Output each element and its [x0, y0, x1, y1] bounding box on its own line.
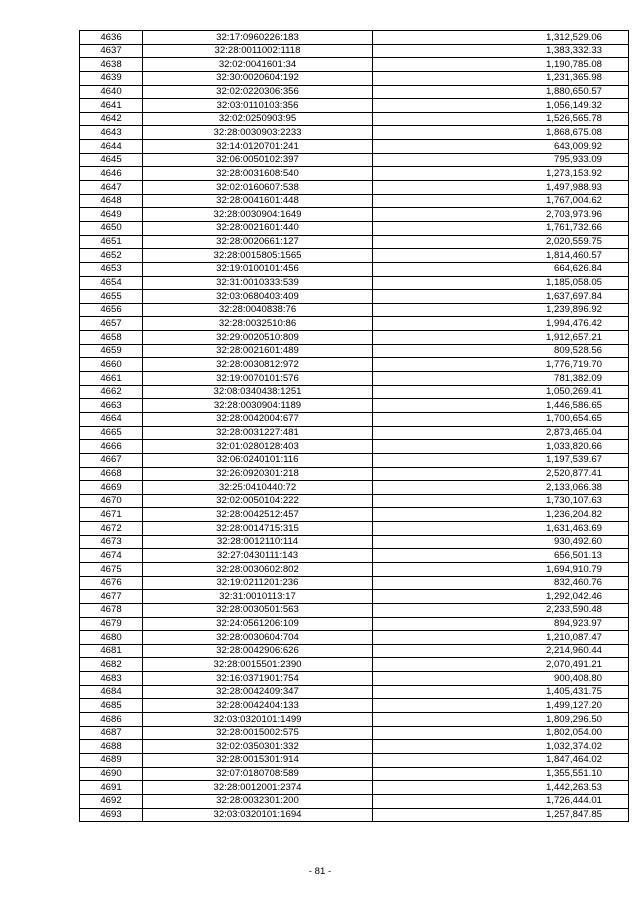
- amount-cell: 2,020,559.75: [373, 235, 629, 249]
- row-number-cell: 4656: [80, 303, 143, 317]
- row-number-cell: 4690: [80, 767, 143, 781]
- cadastral-number-cell: 32:01:0280128:403: [143, 440, 373, 454]
- row-number-cell: 4683: [80, 672, 143, 686]
- amount-cell: 1,236,204.82: [373, 508, 629, 522]
- cadastral-number-cell: 32:03:0320101:1694: [143, 808, 373, 822]
- cadastral-number-cell: 32:24:0561206:109: [143, 617, 373, 631]
- amount-cell: 1,726,444.01: [373, 794, 629, 808]
- row-number-cell: 4692: [80, 794, 143, 808]
- cadastral-number-cell: 32:28:0015301:914: [143, 753, 373, 767]
- cadastral-number-cell: 32:06:0050102:397: [143, 153, 373, 167]
- cadastral-number-cell: 32:14:0120701:241: [143, 140, 373, 154]
- row-number-cell: 4691: [80, 781, 143, 795]
- table-row: [80, 808, 629, 822]
- cadastral-number-cell: 32:06:0240101:116: [143, 453, 373, 467]
- cadastral-number-cell: 32:02:0350301:332: [143, 740, 373, 754]
- row-number-cell: 4686: [80, 713, 143, 727]
- amount-cell: 1,994,476.42: [373, 317, 629, 331]
- row-number-cell: 4685: [80, 699, 143, 713]
- row-number-cell: 4689: [80, 753, 143, 767]
- table-row: [80, 317, 629, 331]
- cadastral-number-cell: 32:26:0920301:218: [143, 467, 373, 481]
- row-number-cell: 4679: [80, 617, 143, 631]
- table-row: [80, 276, 629, 290]
- row-number-cell: 4676: [80, 576, 143, 590]
- amount-cell: 1,526,565.78: [373, 112, 629, 126]
- table-row: [80, 535, 629, 549]
- table-row: [80, 31, 629, 45]
- cadastral-number-cell: 32:28:0015002:575: [143, 726, 373, 740]
- amount-cell: 1,847,464.02: [373, 753, 629, 767]
- amount-cell: 656,501.13: [373, 549, 629, 563]
- table-row: [80, 522, 629, 536]
- cadastral-number-cell: 32:28:0030904:1649: [143, 208, 373, 222]
- amount-cell: 1,767,004.62: [373, 194, 629, 208]
- amount-cell: 1,056,149.32: [373, 99, 629, 113]
- row-number-cell: 4655: [80, 290, 143, 304]
- table-row: [80, 99, 629, 113]
- table-row: [80, 753, 629, 767]
- cadastral-number-cell: 32:28:0031227:481: [143, 426, 373, 440]
- amount-cell: 1,197,539.67: [373, 453, 629, 467]
- amount-cell: 2,703,973.96: [373, 208, 629, 222]
- amount-cell: 1,257,847.85: [373, 808, 629, 822]
- row-number-cell: 4662: [80, 385, 143, 399]
- cadastral-number-cell: 32:28:0012001:2374: [143, 781, 373, 795]
- amount-cell: 894,923.97: [373, 617, 629, 631]
- amount-cell: 2,520,877.41: [373, 467, 629, 481]
- cadastral-number-cell: 32:25:0410440:72: [143, 481, 373, 495]
- row-number-cell: 4640: [80, 85, 143, 99]
- row-number-cell: 4665: [80, 426, 143, 440]
- cadastral-number-cell: 32:19:0211201:236: [143, 576, 373, 590]
- table-row: [80, 181, 629, 195]
- amount-cell: 2,873,465.04: [373, 426, 629, 440]
- table-row: [80, 303, 629, 317]
- amount-cell: 1,292,042.46: [373, 590, 629, 604]
- cadastral-number-cell: 32:28:0031608:540: [143, 167, 373, 181]
- row-number-cell: 4671: [80, 508, 143, 522]
- cadastral-number-cell: 32:02:0041601:34: [143, 58, 373, 72]
- row-number-cell: 4661: [80, 372, 143, 386]
- row-number-cell: 4677: [80, 590, 143, 604]
- table-row: [80, 440, 629, 454]
- cadastral-number-cell: 32:30:0020604:192: [143, 71, 373, 85]
- amount-cell: 1,814,460.57: [373, 249, 629, 263]
- amount-cell: 1,499,127.20: [373, 699, 629, 713]
- row-number-cell: 4678: [80, 603, 143, 617]
- cadastral-number-cell: 32:27:0430111:143: [143, 549, 373, 563]
- row-number-cell: 4673: [80, 535, 143, 549]
- amount-cell: 2,070,491.21: [373, 658, 629, 672]
- cadastral-number-cell: 32:28:0040838:76: [143, 303, 373, 317]
- table-row: [80, 576, 629, 590]
- amount-cell: 1,776,719.70: [373, 358, 629, 372]
- table-row: [80, 58, 629, 72]
- table-row: [80, 562, 629, 576]
- table-row: [80, 658, 629, 672]
- amount-cell: 1,631,463.69: [373, 522, 629, 536]
- amount-cell: 832,460.76: [373, 576, 629, 590]
- cadastral-number-cell: 32:28:0030501:563: [143, 603, 373, 617]
- cadastral-number-cell: 32:02:0220306:356: [143, 85, 373, 99]
- cadastral-number-cell: 32:19:0070101:576: [143, 372, 373, 386]
- row-number-cell: 4667: [80, 453, 143, 467]
- row-number-cell: 4654: [80, 276, 143, 290]
- row-number-cell: 4637: [80, 44, 143, 58]
- table-row: [80, 453, 629, 467]
- row-number-cell: 4680: [80, 631, 143, 645]
- table-row: [80, 112, 629, 126]
- table-row: [80, 631, 629, 645]
- table-row: [80, 713, 629, 727]
- amount-cell: 1,033,820.66: [373, 440, 629, 454]
- table-row: [80, 221, 629, 235]
- row-number-cell: 4674: [80, 549, 143, 563]
- cadastral-number-cell: 32:28:0012110:114: [143, 535, 373, 549]
- table-row: [80, 412, 629, 426]
- cadastral-number-cell: 32:28:0042906:626: [143, 644, 373, 658]
- amount-cell: 1,273,153.92: [373, 167, 629, 181]
- cadastral-number-cell: 32:28:0011002:1118: [143, 44, 373, 58]
- cadastral-number-cell: 32:02:0050104:222: [143, 494, 373, 508]
- amount-cell: 1,442,263.53: [373, 781, 629, 795]
- table-row: [80, 126, 629, 140]
- table-row: [80, 699, 629, 713]
- cadastral-number-cell: 32:28:0015805:1565: [143, 249, 373, 263]
- amount-cell: 1,761,732.66: [373, 221, 629, 235]
- amount-cell: 900,408.80: [373, 672, 629, 686]
- cadastral-number-cell: 32:03:0320101:1499: [143, 713, 373, 727]
- table-row: [80, 385, 629, 399]
- cadastral-number-cell: 32:28:0030604:704: [143, 631, 373, 645]
- cadastral-number-cell: 32:02:0160607:538: [143, 181, 373, 195]
- cadastral-number-cell: 32:28:0021601:489: [143, 344, 373, 358]
- row-number-cell: 4649: [80, 208, 143, 222]
- cadastral-number-cell: 32:28:0042004:677: [143, 412, 373, 426]
- cadastral-number-cell: 32:28:0032301:200: [143, 794, 373, 808]
- amount-cell: 1,185,058.05: [373, 276, 629, 290]
- table-row: [80, 740, 629, 754]
- cadastral-number-cell: 32:19:0100101:456: [143, 262, 373, 276]
- row-number-cell: 4642: [80, 112, 143, 126]
- registry-table: [79, 30, 629, 822]
- table-row: [80, 290, 629, 304]
- row-number-cell: 4688: [80, 740, 143, 754]
- cadastral-number-cell: 32:28:0020661:127: [143, 235, 373, 249]
- amount-cell: 1,239,896.92: [373, 303, 629, 317]
- row-number-cell: 4687: [80, 726, 143, 740]
- table-row: [80, 399, 629, 413]
- registry-table-body: [80, 31, 629, 822]
- row-number-cell: 4652: [80, 249, 143, 263]
- row-number-cell: 4644: [80, 140, 143, 154]
- row-number-cell: 4669: [80, 481, 143, 495]
- amount-cell: 1,880,650.57: [373, 85, 629, 99]
- cadastral-number-cell: 32:28:0041601:448: [143, 194, 373, 208]
- cadastral-number-cell: 32:28:0021601:440: [143, 221, 373, 235]
- cadastral-number-cell: 32:28:0030903:2233: [143, 126, 373, 140]
- amount-cell: 2,233,590.48: [373, 603, 629, 617]
- amount-cell: 1,312,529.06: [373, 31, 629, 45]
- amount-cell: 643,009.92: [373, 140, 629, 154]
- table-row: [80, 235, 629, 249]
- table-row: [80, 153, 629, 167]
- row-number-cell: 4664: [80, 412, 143, 426]
- row-number-cell: 4638: [80, 58, 143, 72]
- table-row: [80, 794, 629, 808]
- amount-cell: 2,133,066.38: [373, 481, 629, 495]
- cadastral-number-cell: 32:28:0042512:457: [143, 508, 373, 522]
- cadastral-number-cell: 32:03:0680403:409: [143, 290, 373, 304]
- row-number-cell: 4675: [80, 562, 143, 576]
- amount-cell: 664,626.84: [373, 262, 629, 276]
- amount-cell: 1,730,107.63: [373, 494, 629, 508]
- table-row: [80, 194, 629, 208]
- row-number-cell: 4641: [80, 99, 143, 113]
- cadastral-number-cell: 32:07:0180708:589: [143, 767, 373, 781]
- row-number-cell: 4666: [80, 440, 143, 454]
- amount-cell: 1,383,332.33: [373, 44, 629, 58]
- cadastral-number-cell: 32:28:0032510:86: [143, 317, 373, 331]
- table-row: [80, 726, 629, 740]
- amount-cell: 1,231,365.98: [373, 71, 629, 85]
- row-number-cell: 4646: [80, 167, 143, 181]
- row-number-cell: 4645: [80, 153, 143, 167]
- table-row: [80, 603, 629, 617]
- row-number-cell: 4657: [80, 317, 143, 331]
- table-row: [80, 590, 629, 604]
- cadastral-number-cell: 32:03:0110103:356: [143, 99, 373, 113]
- amount-cell: 1,446,586.65: [373, 399, 629, 413]
- cadastral-number-cell: 32:28:0042409:347: [143, 685, 373, 699]
- amount-cell: 1,637,697.84: [373, 290, 629, 304]
- table-row: [80, 508, 629, 522]
- page-number: - 81 -: [308, 866, 332, 877]
- amount-cell: 1,809,296.50: [373, 713, 629, 727]
- row-number-cell: 4682: [80, 658, 143, 672]
- table-row: [80, 481, 629, 495]
- cadastral-number-cell: 32:17:0960226:183: [143, 31, 373, 45]
- row-number-cell: 4643: [80, 126, 143, 140]
- cadastral-number-cell: 32:28:0042404:133: [143, 699, 373, 713]
- table-row: [80, 140, 629, 154]
- amount-cell: 1,497,988.93: [373, 181, 629, 195]
- row-number-cell: 4672: [80, 522, 143, 536]
- cadastral-number-cell: 32:28:0015501:2390: [143, 658, 373, 672]
- row-number-cell: 4663: [80, 399, 143, 413]
- amount-cell: 795,933.09: [373, 153, 629, 167]
- cadastral-number-cell: 32:08:0340438:1251: [143, 385, 373, 399]
- row-number-cell: 4650: [80, 221, 143, 235]
- table-row: [80, 494, 629, 508]
- table-row: [80, 372, 629, 386]
- row-number-cell: 4651: [80, 235, 143, 249]
- amount-cell: 1,694,910.79: [373, 562, 629, 576]
- table-row: [80, 249, 629, 263]
- table-row: [80, 208, 629, 222]
- amount-cell: 2,214,960.44: [373, 644, 629, 658]
- table-row: [80, 358, 629, 372]
- row-number-cell: 4684: [80, 685, 143, 699]
- cadastral-number-cell: 32:02:0250903:95: [143, 112, 373, 126]
- row-number-cell: 4659: [80, 344, 143, 358]
- table-row: [80, 617, 629, 631]
- cadastral-number-cell: 32:16:0371901:754: [143, 672, 373, 686]
- row-number-cell: 4653: [80, 262, 143, 276]
- table-row: [80, 71, 629, 85]
- row-number-cell: 4639: [80, 71, 143, 85]
- row-number-cell: 4647: [80, 181, 143, 195]
- row-number-cell: 4658: [80, 331, 143, 345]
- amount-cell: 809,528.56: [373, 344, 629, 358]
- amount-cell: 1,032,374.02: [373, 740, 629, 754]
- cadastral-number-cell: 32:31:0010113:17: [143, 590, 373, 604]
- row-number-cell: 4660: [80, 358, 143, 372]
- table-row: [80, 767, 629, 781]
- row-number-cell: 4670: [80, 494, 143, 508]
- table-row: [80, 85, 629, 99]
- table-row: [80, 426, 629, 440]
- table-row: [80, 672, 629, 686]
- row-number-cell: 4681: [80, 644, 143, 658]
- table-row: [80, 167, 629, 181]
- cadastral-number-cell: 32:28:0030812:972: [143, 358, 373, 372]
- table-row: [80, 331, 629, 345]
- cadastral-number-cell: 32:29:0020510:809: [143, 331, 373, 345]
- table-row: [80, 262, 629, 276]
- amount-cell: 1,355,551.10: [373, 767, 629, 781]
- table-row: [80, 467, 629, 481]
- amount-cell: 930,492.60: [373, 535, 629, 549]
- amount-cell: 1,700,654.65: [373, 412, 629, 426]
- table-row: [80, 44, 629, 58]
- table-row: [80, 644, 629, 658]
- amount-cell: 1,405,431.75: [373, 685, 629, 699]
- table-row: [80, 685, 629, 699]
- cadastral-number-cell: 32:31:0010333:539: [143, 276, 373, 290]
- amount-cell: 1,210,087.47: [373, 631, 629, 645]
- cadastral-number-cell: 32:28:0030602:802: [143, 562, 373, 576]
- row-number-cell: 4648: [80, 194, 143, 208]
- row-number-cell: 4668: [80, 467, 143, 481]
- table-row: [80, 781, 629, 795]
- cadastral-number-cell: 32:28:0014715:315: [143, 522, 373, 536]
- amount-cell: 1,802,054.00: [373, 726, 629, 740]
- amount-cell: 1,912,657.21: [373, 331, 629, 345]
- table-row: [80, 344, 629, 358]
- row-number-cell: 4636: [80, 31, 143, 45]
- amount-cell: 781,382.09: [373, 372, 629, 386]
- amount-cell: 1,190,785.08: [373, 58, 629, 72]
- cadastral-number-cell: 32:28:0030904:1189: [143, 399, 373, 413]
- amount-cell: 1,868,675.08: [373, 126, 629, 140]
- amount-cell: 1,050,269.41: [373, 385, 629, 399]
- table-row: [80, 549, 629, 563]
- row-number-cell: 4693: [80, 808, 143, 822]
